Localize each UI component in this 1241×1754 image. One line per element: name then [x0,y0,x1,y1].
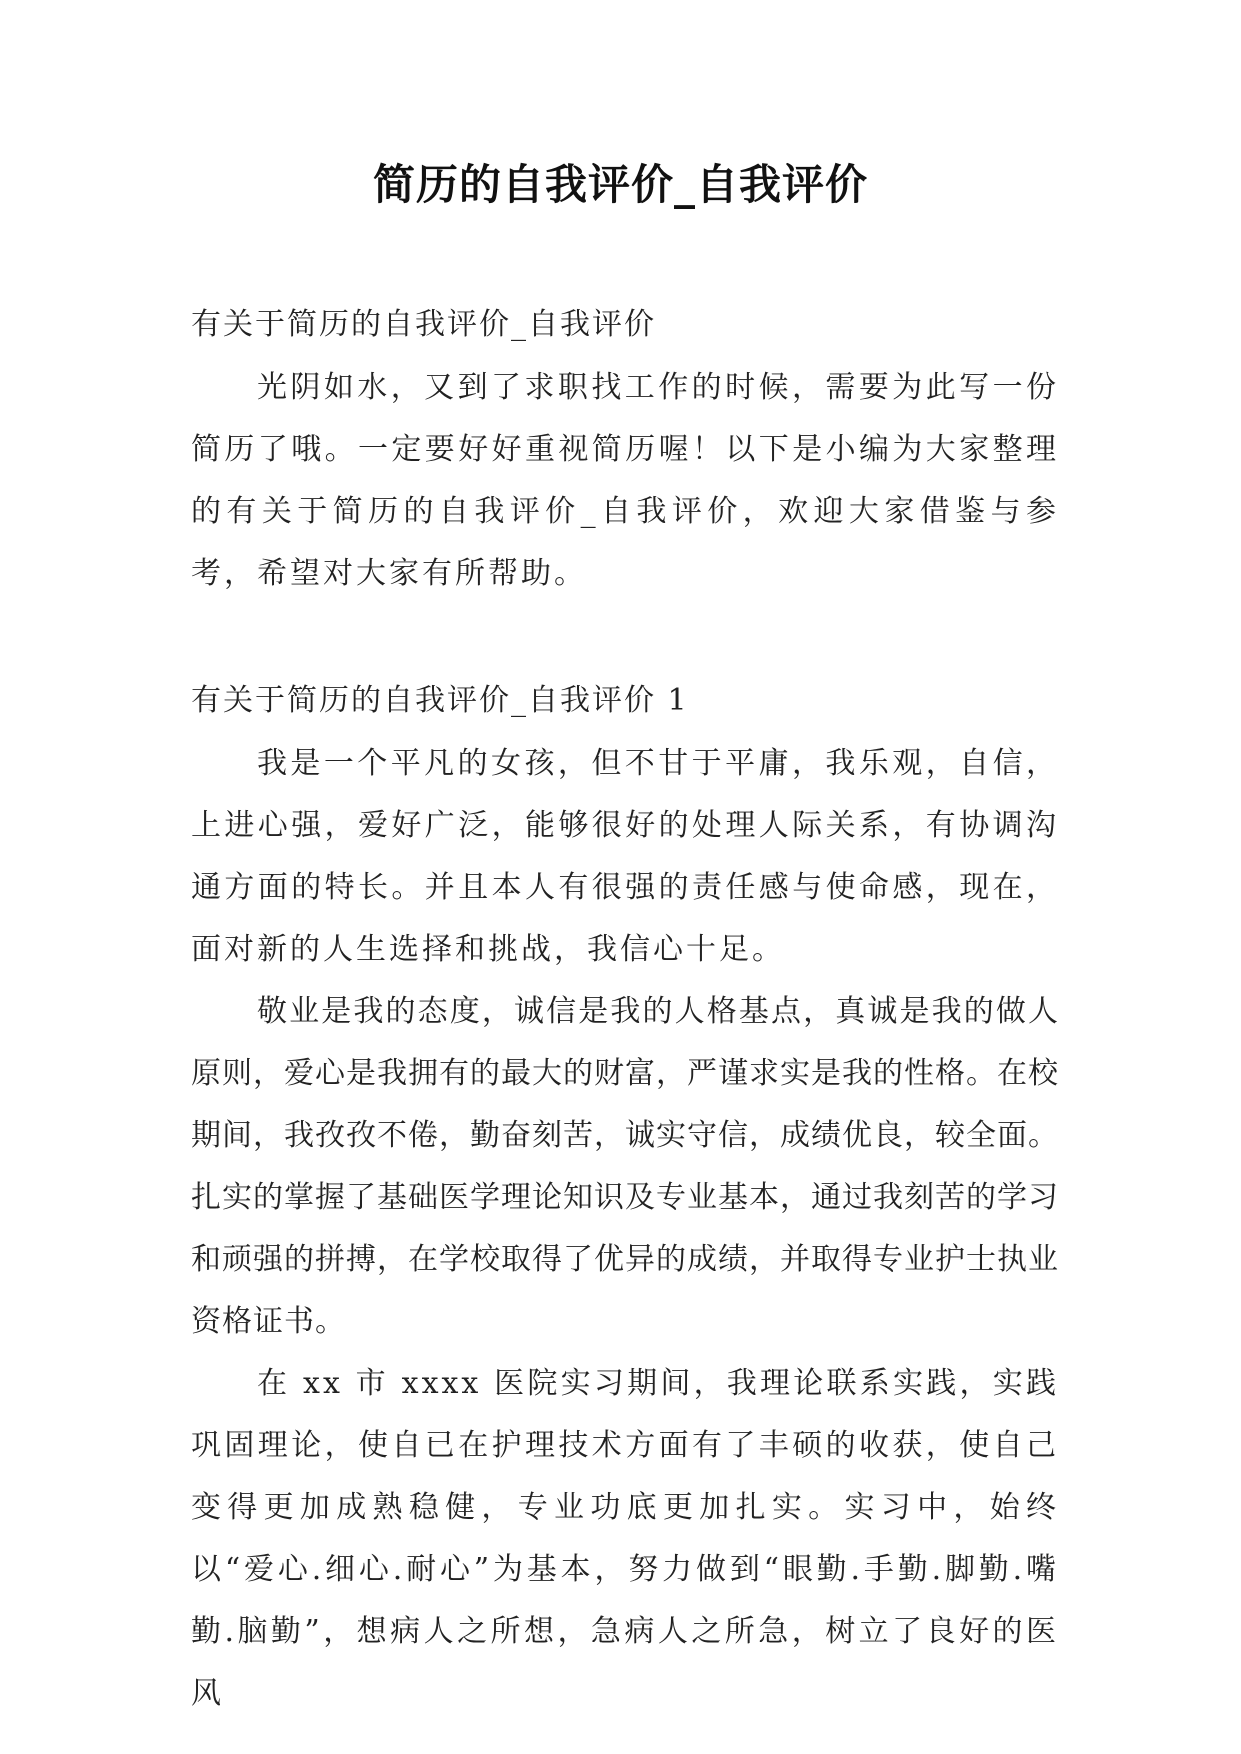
intro-paragraph: 光阴如水，又到了求职找工作的时候，需要为此写一份简历了哦。一定要好好重视简历喔！以下是小编为大家整理的有关于简历的自我评价_自我评价，欢迎大家借鉴与参考，希望对大家有所帮助。 [191,370,1059,591]
document-body [191,293,1059,1725]
intro-heading: 有关于简历的自我评价_自我评价 [191,307,656,342]
page-title: 简历的自我评价_自我评价 [372,160,868,209]
section-heading: 有关于简历的自我评价_自我评价 1 [191,683,689,718]
body-paragraph-2: 敬业是我的态度，诚信是我的人格基点，真诚是我的做人原则，爱心是我拥有的最大的财富，严谨求实是我的性格。在校期间，我孜孜不倦，勤奋刻苦，诚实守信，成绩优良，较全面。扎实的掌握了基础医学理论知识及专业基本，通过我刻苦的学习和顽强的拼搏，在学校取得了优异的成绩，并取得专业护士执业资格证书。 [191,994,1059,1339]
body-paragraph-1: 我是一个平凡的女孩，但不甘于平庸，我乐观，自信，上进心强，爱好广泛，能够很好的处理人际关系，有协调沟通方面的特长。并且本人有很强的责任感与使命感，现在，面对新的人生选择和挑战，我信心十足。 [191,746,1059,967]
body-paragraph-3: 在 xx 市 xxxx 医院实习期间，我理论联系实践，实践巩固理论，使自已在护理技术方面有了丰硕的收获，使自己变得更加成熟稳健，专业功底更加扎实。实习中，始终以“爱心.细心.耐心”为基本，努力做到“眼勤.手勤.脚勤.嘴勤.脑勤”，想病人之所想，急病人之所急，树立了良好的医风 [191,1366,1059,1711]
section-spacer [191,605,1059,669]
